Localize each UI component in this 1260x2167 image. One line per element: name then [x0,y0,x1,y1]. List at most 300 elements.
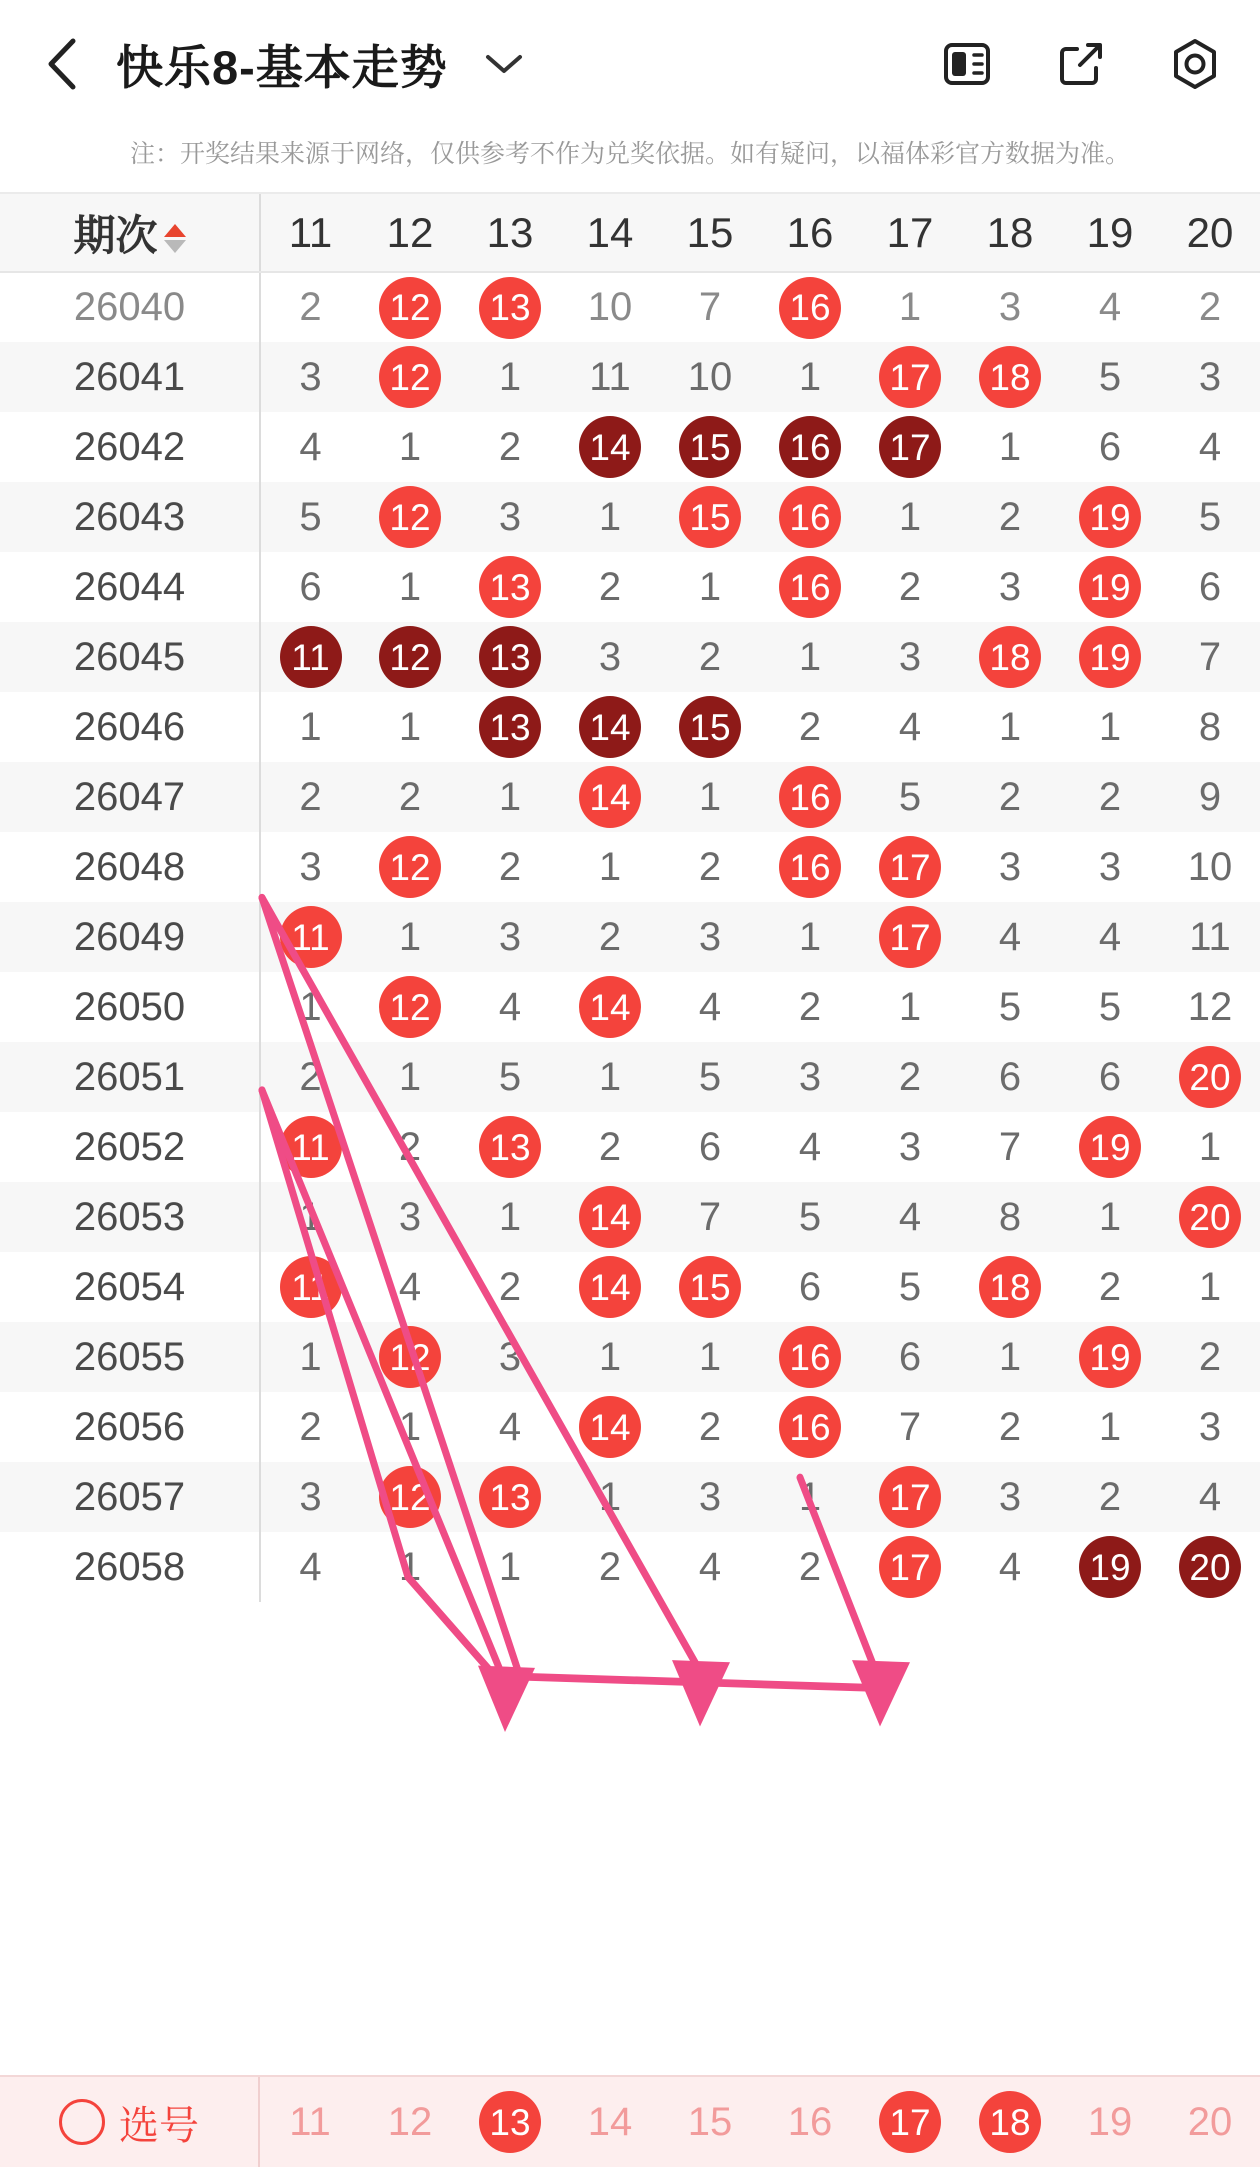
number-cell[interactable]: 3 [299,1474,322,1519]
number-cell[interactable]: 7 [898,1404,922,1449]
number-cell[interactable] [1160,1532,1260,1602]
number-cell[interactable] [760,1322,860,1392]
number-cell[interactable]: 1 [299,1334,322,1379]
hit-ball-red: 19 [1079,486,1141,548]
column-header-18[interactable]: 18 [960,194,1060,272]
number-cell[interactable]: 1 [498,354,522,399]
number-cell[interactable] [660,412,760,482]
hit-ball-dark: 14 [579,416,641,478]
select-number-label: 选号 [119,2103,199,2148]
hit-ball-red: 16 [779,766,841,828]
number-cell[interactable]: 1 [798,914,822,959]
number-cell[interactable]: 2 [1098,774,1122,819]
number-cell[interactable]: 2 [398,774,422,819]
number-cell[interactable]: 11 [589,354,631,399]
table-row[interactable] [0,902,1260,972]
back-icon[interactable] [34,35,92,93]
hit-ball-dark: 12 [379,626,441,688]
period-cell: 26057 [0,1462,260,1532]
number-cell[interactable]: 2 [798,704,822,749]
number-cell[interactable]: 12 [1187,984,1233,1029]
number-cell[interactable]: 10 [1187,844,1233,889]
table-row[interactable] [0,832,1260,902]
number-cell[interactable]: 2 [299,285,322,329]
number-cell[interactable]: 1 [898,285,922,329]
column-header-11[interactable]: 11 [260,194,360,272]
number-cell[interactable]: 9 [1198,774,1222,819]
number-cell[interactable] [260,1112,360,1182]
number-cell[interactable] [460,1112,560,1182]
hit-ball-red: 20 [1179,1186,1241,1248]
number-cell[interactable]: 1 [1098,1194,1122,1239]
column-header-19[interactable]: 19 [1060,194,1160,272]
hit-ball-red: 12 [379,1326,441,1388]
number-cell[interactable]: 10 [687,354,733,399]
disclaimer-notice: 注：开奖结果来源于网络，仅供参考不作为兑奖依据。如有疑问，以福体彩官方数据为准。 [129,140,1130,168]
number-cell[interactable] [360,482,460,552]
number-cell[interactable] [360,342,460,412]
hit-ball-red: 12 [379,346,441,408]
number-cell[interactable]: 4 [898,1194,922,1239]
number-cell[interactable]: 1 [598,844,622,889]
number-cell[interactable] [760,762,860,832]
number-cell[interactable] [1160,1182,1260,1252]
number-cell[interactable]: 3 [698,914,722,959]
number-cell[interactable] [260,902,360,972]
column-header-13[interactable]: 13 [460,194,560,272]
table-row[interactable] [0,762,1260,832]
table-row[interactable] [0,412,1260,482]
number-cell[interactable]: 1 [998,704,1022,749]
number-cell[interactable] [360,272,460,342]
number-cell[interactable]: 1 [299,704,322,749]
hit-ball-red: 16 [779,836,841,898]
number-cell[interactable]: 2 [798,1544,822,1589]
number-cell[interactable]: 3 [898,634,922,679]
table-row[interactable] [0,622,1260,692]
select-number-item[interactable] [460,2091,560,2153]
number-cell[interactable] [560,1252,660,1322]
number-cell[interactable]: 2 [798,984,822,1029]
column-header-20[interactable]: 20 [1160,194,1260,272]
number-cell[interactable]: 4 [498,1404,522,1449]
number-cell[interactable]: 2 [598,564,622,609]
number-cell[interactable]: 11 [1189,914,1231,959]
number-cell[interactable]: 1 [398,1544,422,1589]
number-cell[interactable] [560,1182,660,1252]
table-row[interactable] [0,692,1260,762]
number-cell[interactable] [660,482,760,552]
select-number-item[interactable]: 11 [289,2099,331,2144]
hit-ball-red: 19 [1079,556,1141,618]
number-cell[interactable]: 4 [698,984,722,1029]
number-cell[interactable] [860,1532,960,1602]
period-cell: 26042 [0,412,260,482]
number-cell[interactable]: 10 [587,285,633,329]
hit-ball-red: 17 [879,1466,941,1528]
number-cell[interactable]: 1 [398,1404,422,1449]
hit-ball-red: 12 [379,277,441,339]
number-cell[interactable]: 5 [1198,494,1222,539]
hit-ball-red: 12 [379,486,441,548]
number-cell[interactable] [760,272,860,342]
select-number-item[interactable]: 19 [1087,2099,1133,2144]
number-cell[interactable]: 7 [698,1194,722,1239]
number-cell[interactable] [1060,1112,1160,1182]
number-cell[interactable]: 1 [598,494,622,539]
selected-number-ball: 17 [879,2091,941,2153]
number-cell[interactable] [1060,622,1160,692]
table-row[interactable] [0,1182,1260,1252]
table-body [0,272,1260,1602]
number-cell[interactable]: 4 [299,1544,322,1589]
period-cell: 26041 [0,342,260,412]
number-cell[interactable]: 1 [398,424,422,469]
number-cell[interactable] [360,972,460,1042]
number-cell[interactable] [1060,552,1160,622]
table-row[interactable] [0,1252,1260,1322]
hit-ball-red: 12 [379,976,441,1038]
period-cell: 26054 [0,1252,260,1322]
number-cell[interactable]: 2 [898,564,922,609]
number-cell[interactable]: 2 [498,424,522,469]
number-cell[interactable] [960,622,1060,692]
number-cell[interactable] [1060,482,1160,552]
number-cell[interactable] [260,622,360,692]
number-cell[interactable]: 6 [299,564,322,609]
hit-ball-red: 11 [280,1256,342,1318]
number-cell[interactable]: 4 [1198,1474,1222,1519]
number-cell[interactable]: 2 [1098,1264,1122,1309]
number-cell[interactable]: 3 [998,564,1022,609]
number-cell[interactable]: 3 [299,844,322,889]
number-cell[interactable]: 4 [398,1264,422,1309]
share-external-icon[interactable] [1050,33,1112,95]
hit-ball-dark: 13 [479,696,541,758]
number-cell[interactable] [260,1252,360,1322]
number-cell[interactable]: 1 [798,634,822,679]
number-cell[interactable]: 1 [698,564,722,609]
number-cell[interactable]: 4 [698,1544,722,1589]
hit-ball-red: 12 [379,836,441,898]
number-cell[interactable]: 2 [898,1054,922,1099]
number-cell[interactable]: 5 [898,774,922,819]
number-cell[interactable] [560,412,660,482]
number-cell[interactable]: 1 [798,354,822,399]
number-cell[interactable]: 5 [498,1054,522,1099]
period-cell: 26047 [0,762,260,832]
number-cell[interactable]: 1 [798,1474,822,1519]
number-cell[interactable]: 5 [798,1194,822,1239]
number-cell[interactable] [760,832,860,902]
column-header-period[interactable] [0,194,260,272]
number-cell[interactable]: 4 [998,1544,1022,1589]
number-cell[interactable] [860,902,960,972]
number-cell[interactable]: 1 [398,1054,422,1099]
circle-outline-icon [59,2099,105,2145]
hit-ball-red: 19 [1079,1326,1141,1388]
select-number-list [260,2077,1260,2167]
number-cell[interactable]: 2 [998,774,1022,819]
number-cell[interactable]: 1 [498,774,522,819]
number-cell[interactable]: 1 [598,1474,622,1519]
number-cell[interactable]: 5 [698,1054,722,1099]
number-cell[interactable]: 1 [398,564,422,609]
number-cell[interactable]: 1 [498,1544,522,1589]
number-cell[interactable]: 4 [498,984,522,1029]
number-cell[interactable]: 3 [798,1054,822,1099]
number-cell[interactable]: 2 [498,844,522,889]
number-cell[interactable]: 2 [498,1264,522,1309]
hit-ball-red: 19 [1079,626,1141,688]
number-cell[interactable] [460,1462,560,1532]
number-cell[interactable]: 2 [998,1404,1022,1449]
number-cell[interactable] [460,622,560,692]
table-row[interactable] [0,1322,1260,1392]
number-cell[interactable]: 2 [698,1404,722,1449]
table-row[interactable] [0,972,1260,1042]
number-cell[interactable] [960,1252,1060,1322]
table-row[interactable] [0,552,1260,622]
table-row[interactable] [0,342,1260,412]
sort-arrows-icon[interactable] [164,224,186,253]
number-cell[interactable] [660,692,760,762]
number-cell[interactable]: 6 [1098,1054,1122,1099]
table-row[interactable] [0,1042,1260,1112]
hit-ball-red: 15 [679,486,741,548]
hit-ball-red: 17 [879,346,941,408]
hit-ball-dark: 15 [679,696,741,758]
number-cell[interactable]: 4 [299,424,322,469]
number-cell[interactable]: 5 [1098,354,1122,399]
number-cell[interactable]: 2 [998,494,1022,539]
select-number-item[interactable]: 20 [1187,2099,1233,2144]
number-cell[interactable]: 2 [299,1404,322,1449]
hit-ball-dark: 19 [1079,1536,1141,1598]
number-cell[interactable]: 2 [698,844,722,889]
period-cell: 26049 [0,902,260,972]
number-cell[interactable]: 6 [898,1334,922,1379]
selected-number-ball: 13 [479,2091,541,2153]
number-cell[interactable] [460,552,560,622]
hit-ball-red: 17 [879,906,941,968]
number-cell[interactable]: 5 [299,494,322,539]
number-cell[interactable]: 1 [1098,704,1122,749]
number-cell[interactable] [760,482,860,552]
number-cell[interactable]: 7 [698,285,722,329]
select-number-item[interactable]: 14 [587,2099,633,2144]
number-cell[interactable]: 5 [1098,984,1122,1029]
number-cell[interactable]: 3 [1198,354,1222,399]
column-header-15[interactable]: 15 [660,194,760,272]
number-cell[interactable]: 4 [1098,914,1122,959]
number-cell[interactable] [360,1462,460,1532]
hit-ball-red: 17 [879,1536,941,1598]
number-cell[interactable]: 4 [898,704,922,749]
number-cell[interactable]: 1 [1098,1404,1122,1449]
number-cell[interactable] [760,1392,860,1462]
number-cell[interactable]: 1 [299,1194,322,1239]
number-cell[interactable]: 3 [998,844,1022,889]
select-number-bar[interactable] [0,2075,1260,2167]
number-cell[interactable]: 3 [898,1124,922,1169]
number-cell[interactable]: 3 [1198,1404,1222,1449]
hit-ball-red: 16 [779,486,841,548]
number-cell[interactable]: 4 [998,914,1022,959]
number-cell[interactable] [360,832,460,902]
number-cell[interactable]: 3 [998,1474,1022,1519]
number-cell[interactable] [760,552,860,622]
number-cell[interactable]: 4 [798,1124,822,1169]
number-cell[interactable]: 3 [398,1194,422,1239]
table-row[interactable] [0,1462,1260,1532]
hit-ball-red: 14 [579,1256,641,1318]
number-cell[interactable]: 1 [698,774,722,819]
number-cell[interactable]: 3 [498,1334,522,1379]
hit-ball-dark: 11 [280,626,342,688]
number-cell[interactable]: 1 [998,1334,1022,1379]
number-cell[interactable] [1060,1322,1160,1392]
trend-table-container[interactable] [0,192,1260,2075]
number-cell[interactable]: 1 [398,704,422,749]
number-cell[interactable]: 3 [498,494,522,539]
period-cell: 26051 [0,1042,260,1112]
hit-ball-red: 19 [1079,1116,1141,1178]
number-cell[interactable] [360,1322,460,1392]
number-cell[interactable] [560,692,660,762]
table-row[interactable] [0,272,1260,342]
select-number-item[interactable]: 12 [387,2099,433,2144]
number-cell[interactable] [360,622,460,692]
number-cell[interactable] [1160,1042,1260,1112]
number-cell[interactable]: 1 [398,914,422,959]
target-settings-icon[interactable] [1164,33,1226,95]
period-cell: 26056 [0,1392,260,1462]
period-cell: 26043 [0,482,260,552]
hit-ball-red: 18 [979,346,1041,408]
hit-ball-red: 12 [379,1466,441,1528]
hit-ball-red: 20 [1179,1046,1241,1108]
period-cell: 26053 [0,1182,260,1252]
number-cell[interactable]: 1 [498,1194,522,1239]
number-cell[interactable]: 1 [898,984,922,1029]
number-cell[interactable]: 2 [598,1124,622,1169]
number-cell[interactable] [860,1462,960,1532]
hit-ball-red: 13 [479,1116,541,1178]
period-cell: 26046 [0,692,260,762]
number-cell[interactable] [560,1392,660,1462]
number-cell[interactable]: 3 [498,914,522,959]
number-cell[interactable]: 6 [798,1264,822,1309]
number-cell[interactable] [960,342,1060,412]
table-row[interactable] [0,482,1260,552]
number-cell[interactable]: 2 [299,774,322,819]
column-header-16[interactable]: 16 [760,194,860,272]
select-number-item[interactable] [860,2091,960,2153]
number-cell[interactable]: 6 [1198,564,1222,609]
number-cell[interactable]: 3 [299,354,322,399]
number-cell[interactable]: 6 [1098,424,1122,469]
number-cell[interactable]: 2 [1198,285,1222,329]
number-cell[interactable]: 2 [698,634,722,679]
period-cell: 26050 [0,972,260,1042]
number-cell[interactable]: 3 [998,285,1022,329]
select-number-item[interactable]: 15 [687,2099,733,2144]
number-cell[interactable]: 1 [1198,1264,1222,1309]
number-cell[interactable]: 1 [598,1334,622,1379]
select-number-label-group[interactable] [0,2077,260,2167]
number-cell[interactable]: 2 [1198,1334,1222,1379]
select-number-item[interactable]: 16 [787,2099,833,2144]
number-cell[interactable]: 8 [1198,704,1222,749]
hit-ball-red: 11 [280,906,342,968]
page-header [0,0,1260,128]
hit-ball-red: 17 [879,836,941,898]
number-cell[interactable] [760,412,860,482]
hit-ball-red: 13 [479,556,541,618]
number-cell[interactable]: 7 [1198,634,1222,679]
number-cell[interactable]: 3 [1098,844,1122,889]
number-cell[interactable]: 1 [299,984,322,1029]
number-cell[interactable] [460,692,560,762]
hit-ball-red: 18 [979,626,1041,688]
number-cell[interactable]: 1 [698,1334,722,1379]
number-cell[interactable]: 6 [998,1054,1022,1099]
select-number-item[interactable] [960,2091,1060,2153]
number-cell[interactable]: 1 [998,424,1022,469]
number-cell[interactable]: 1 [598,1054,622,1099]
number-cell[interactable] [860,412,960,482]
number-cell[interactable] [560,972,660,1042]
number-cell[interactable]: 4 [1198,424,1222,469]
number-cell[interactable]: 3 [598,634,622,679]
number-cell[interactable]: 3 [698,1474,722,1519]
number-cell[interactable]: 6 [698,1124,722,1169]
table-row[interactable] [0,1392,1260,1462]
number-cell[interactable]: 1 [1198,1124,1222,1169]
layout-panel-icon[interactable] [936,33,998,95]
column-header-17[interactable]: 17 [860,194,960,272]
hit-ball-dark: 16 [779,416,841,478]
hit-ball-red: 14 [579,1186,641,1248]
number-cell[interactable]: 2 [598,1544,622,1589]
table-row[interactable] [0,1532,1260,1602]
chevron-down-icon[interactable] [484,44,524,84]
number-cell[interactable]: 2 [398,1124,422,1169]
number-cell[interactable] [1060,1532,1160,1602]
number-cell[interactable]: 2 [598,914,622,959]
number-cell[interactable] [660,1252,760,1322]
number-cell[interactable] [860,342,960,412]
column-header-12[interactable]: 12 [360,194,460,272]
hit-ball-red: 14 [579,766,641,828]
number-cell[interactable]: 1 [898,494,922,539]
number-cell[interactable] [460,272,560,342]
number-cell[interactable] [860,832,960,902]
number-cell[interactable]: 5 [998,984,1022,1029]
column-header-14[interactable]: 14 [560,194,660,272]
period-cell: 26045 [0,622,260,692]
number-cell[interactable]: 2 [1098,1474,1122,1519]
number-cell[interactable]: 8 [998,1194,1022,1239]
number-cell[interactable]: 5 [898,1264,922,1309]
hit-ball-red: 16 [779,277,841,339]
number-cell[interactable]: 4 [1098,285,1122,329]
number-cell[interactable]: 2 [299,1054,322,1099]
table-row[interactable] [0,1112,1260,1182]
number-cell[interactable]: 7 [998,1124,1022,1169]
number-cell[interactable] [560,762,660,832]
